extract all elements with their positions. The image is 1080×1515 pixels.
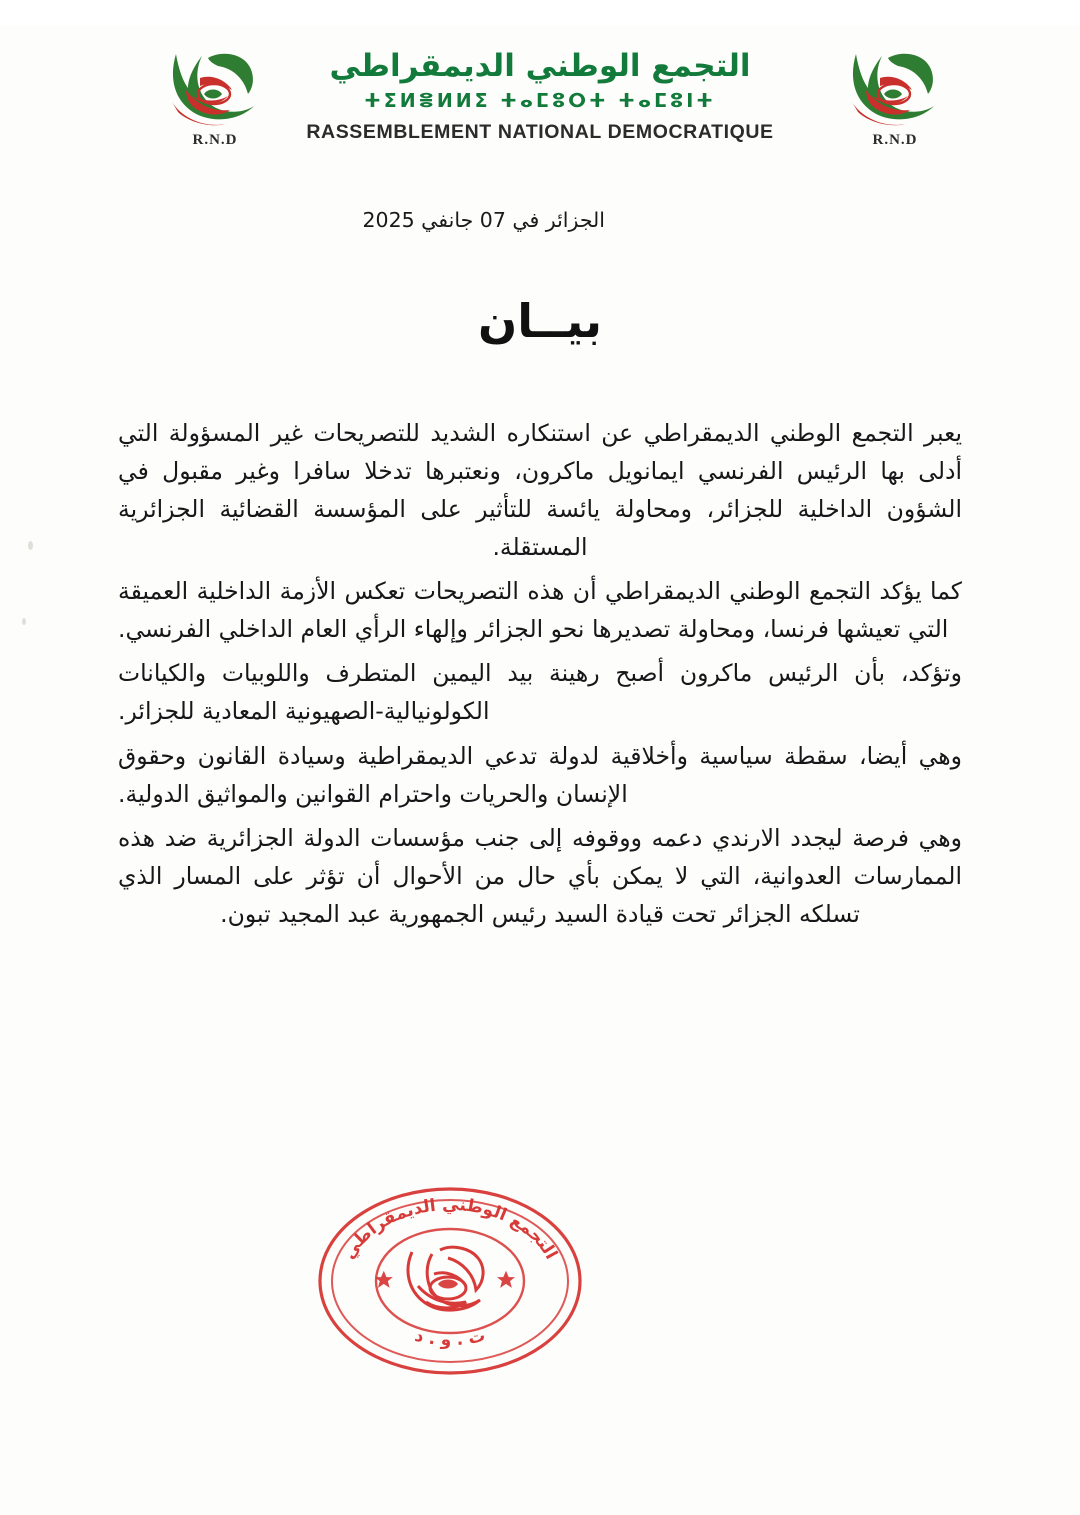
scan-artifact bbox=[22, 618, 26, 625]
scan-artifact bbox=[28, 541, 33, 550]
logo-left-caption: R.N.D bbox=[192, 132, 238, 148]
party-name-arabic: التجمع الوطني الديمقراطي bbox=[329, 48, 751, 84]
rnd-party-emblem-icon bbox=[836, 44, 954, 130]
document-body bbox=[118, 414, 962, 933]
logo-right bbox=[830, 44, 960, 164]
paragraph: يعبر التجمع الوطني الديمقراطي عن استنكاره الشديد للتصريحات غير المسؤولة التي أدلى بها الرئيس الفرنسي ايمانويل ماكرون، ونعتبرها تدخلا سافرا وغير مقبول في الشؤون الداخلية للجزائر، ومحاولة يائسة للتأثير على المؤسسة القضائية الجزائرية المستقلة. bbox=[118, 419, 962, 562]
page-title: بيــان bbox=[477, 294, 603, 348]
paragraph: وهي فرصة ليجدد الارندي دعمه ووقوفه إلى جنب مؤسسات الدولة الجزائرية ضد هذه الممارسات العدوانية، التي لا يمكن بأي حال من الأحوال أن تؤثر على المسار الذي تسلكه الجزائر تحت قيادة السيد رئيس الجمهورية عبد المجيد تبون. bbox=[118, 823, 962, 928]
document-page bbox=[0, 26, 1080, 1515]
rnd-official-round-stamp-icon bbox=[300, 1178, 600, 1383]
paragraph: كما يؤكد التجمع الوطني الديمقراطي أن هذه التصريحات تعكس الأزمة الداخلية العميقة التي تعيشها فرنسا، ومحاولة تصديرها نحو الجزائر وإلهاء الرأي العام الداخلي الفرنسي. bbox=[118, 577, 962, 644]
paragraph: وتؤكد، بأن الرئيس ماكرون أصبح رهينة بيد اليمين المتطرف واللوبيات والكيانات الكولونيالية-الصهيونية المعادية للجزائر. bbox=[118, 659, 962, 726]
date-line: الجزائر في 07 جانفي 2025 bbox=[362, 208, 605, 232]
document-header bbox=[0, 26, 1080, 186]
party-name-tifinagh: ⵜⵉⵍⴻⵍⵍⵉ ⵜⴰⵎⵓⵔⵜ ⵜⴰⵎⵓⵏⵜ bbox=[364, 90, 716, 112]
logo-right-caption: R.N.D bbox=[872, 132, 918, 148]
svg-text:التجمع الوطني الديمقراطي: التجمع الوطني الديمقراطي bbox=[339, 1194, 562, 1263]
paragraph: وهي أيضا، سقطة سياسية وأخلاقية لدولة تدعي الديمقراطية وسيادة القانون وحقوق الإنسان والحريات واحترام القوانين والمواثيق الدولية. bbox=[118, 741, 962, 808]
svg-text:ت . و . د: ت . و . د bbox=[412, 1325, 488, 1351]
party-name-french: RASSEMBLEMENT NATIONAL DEMOCRATIQUE bbox=[306, 121, 774, 143]
